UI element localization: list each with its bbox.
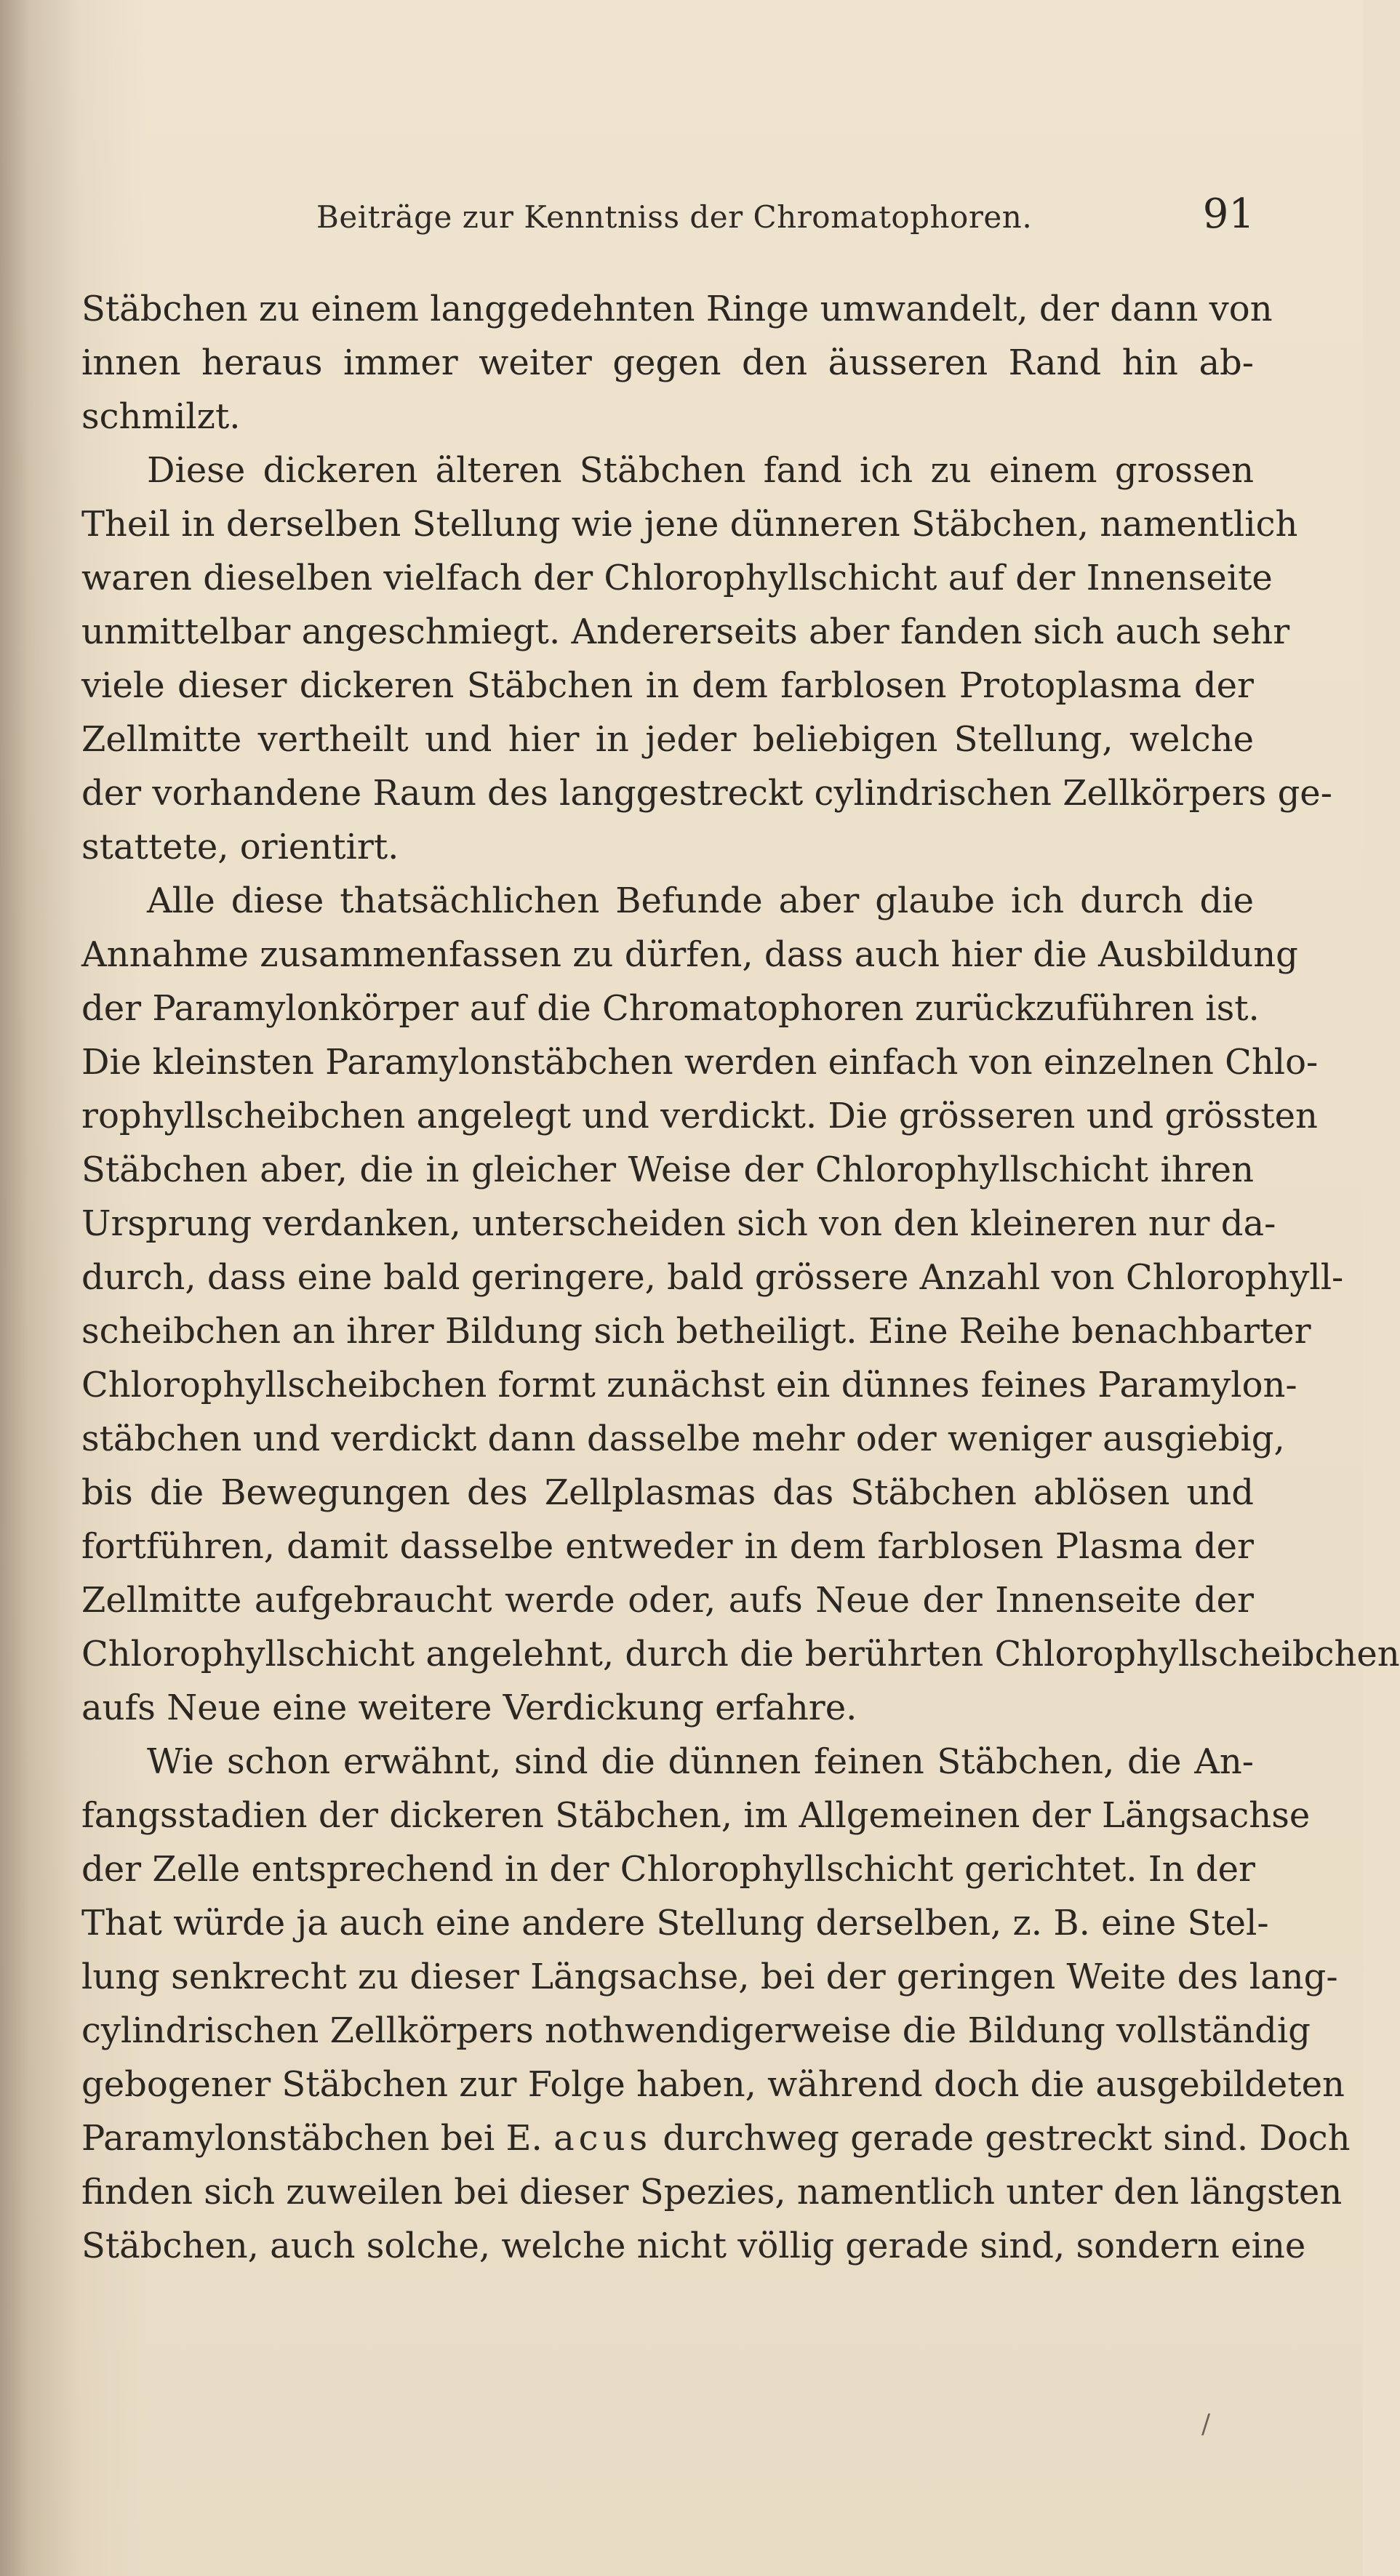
text-line: That würde ja auch eine andere Stellung derselben, z. B. eine Stel- xyxy=(81,1903,1269,1943)
text-line: finden sich zuweilen bei dieser Spezies, namentlich unter den längsten xyxy=(81,2172,1343,2212)
text-line: Zellmitte aufgebraucht werde oder, aufs Neue der Innenseite der xyxy=(81,1580,1254,1621)
text-line: der vorhandene Raum des langgestreckt cylindrischen Zellkörpers ge- xyxy=(81,773,1332,814)
text-line: Alle diese thatsächlichen Befunde aber glaube ich durch die xyxy=(147,880,1254,921)
text-line: Die kleinsten Paramylonstäbchen werden einfach von einzelnen Chlo- xyxy=(81,1042,1319,1083)
text-line: unmittelbar angeschmiegt. Andererseits aber fanden sich auch sehr xyxy=(81,611,1290,652)
text-line: Theil in derselben Stellung wie jene dünneren Stäbchen, namentlich xyxy=(81,504,1298,545)
page-number: 91 xyxy=(1202,190,1255,238)
text-line: fangsstadien der dickeren Stäbchen, im Allgemeinen der Längsachse xyxy=(81,1795,1311,1836)
text-line: viele dieser dickeren Stäbchen in dem farblosen Protoplasma der xyxy=(81,665,1254,706)
page-header xyxy=(84,190,1255,249)
body-text xyxy=(81,282,1400,2273)
text-line: durch, dass eine bald geringere, bald grössere Anzahl von Chlorophyll- xyxy=(81,1257,1344,1298)
footer-mark: / xyxy=(1201,2410,1211,2439)
text-line: Ursprung verdanken, unterscheiden sich von den kleineren nur da- xyxy=(81,1203,1276,1244)
text-line: Zellmitte vertheilt und hier in jeder beliebigen Stellung, welche xyxy=(81,719,1254,760)
text-line: Stäbchen aber, die in gleicher Weise der Chlorophyllschicht ihren xyxy=(81,1149,1254,1190)
text-line: cylindrischen Zellkörpers nothwendigerweise die Bildung vollständig xyxy=(81,2010,1311,2051)
emphasized-word: acus xyxy=(553,2118,652,2159)
text-line: Chlorophyllscheibchen formt zunächst ein dünnes feines Paramylon- xyxy=(81,1365,1297,1405)
text-line: rophyllscheibchen angelegt und verdickt. Die grösseren und grössten xyxy=(81,1096,1318,1136)
text-line: waren dieselben vielfach der Chlorophyllschicht auf der Innenseite xyxy=(81,558,1273,598)
text-line: fortführen, damit dasselbe entweder in dem farblosen Plasma der xyxy=(81,1526,1254,1567)
text-line: Diese dickeren älteren Stäbchen fand ich zu einem grossen xyxy=(147,450,1254,491)
text-line: der Zelle entsprechend in der Chlorophyllschicht gerichtet. In der xyxy=(81,1849,1255,1890)
text-line: Stäbchen, auch solche, welche nicht völlig gerade sind, sondern eine xyxy=(81,2226,1306,2266)
text-line: Paramylonstäbchen bei E. acus durchweg gerade gestreckt sind. Doch xyxy=(81,2118,1351,2159)
text-line: Chlorophyllschicht angelehnt, durch die berührten Chlorophyllscheibchen xyxy=(81,1634,1400,1674)
text-line: schmilzt. xyxy=(81,396,241,437)
running-title: Beiträge zur Kenntniss der Chromatophoren. xyxy=(316,199,1033,235)
text-line: stäbchen und verdickt dann dasselbe mehr oder weniger ausgiebig, xyxy=(81,1419,1285,1459)
text-line: lung senkrecht zu dieser Längsachse, bei der geringen Weite des lang- xyxy=(81,1957,1338,1997)
text-line: stattete, orientirt. xyxy=(81,827,399,867)
text-line: Annahme zusammenfassen zu dürfen, dass auch hier die Ausbildung xyxy=(81,934,1298,975)
text-line: der Paramylonkörper auf die Chromatophoren zurückzuführen ist. xyxy=(81,988,1260,1029)
text-line: scheibchen an ihrer Bildung sich betheiligt. Eine Reihe benachbarter xyxy=(81,1311,1311,1352)
text-line: Wie schon erwähnt, sind die dünnen feinen Stäbchen, die An- xyxy=(147,1741,1254,1782)
text-line: bis die Bewegungen des Zellplasmas das Stäbchen ablösen und xyxy=(81,1472,1254,1513)
text-line: innen heraus immer weiter gegen den äusseren Rand hin ab- xyxy=(81,342,1254,383)
text-line: aufs Neue eine weitere Verdickung erfahre. xyxy=(81,1688,857,1728)
text-line: gebogener Stäbchen zur Folge haben, während doch die ausgebildeten xyxy=(81,2064,1345,2105)
text-line: Stäbchen zu einem langgedehnten Ringe umwandelt, der dann von xyxy=(81,289,1273,329)
